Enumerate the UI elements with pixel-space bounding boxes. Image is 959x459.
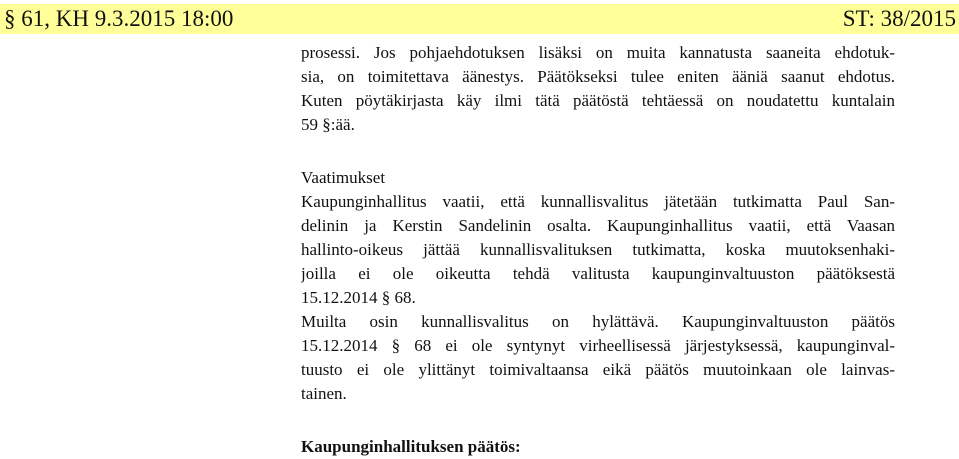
text-line: prosessi. Jos pohjaehdotuksen lisäksi on muita kannatusta saaneita ehdotuk- xyxy=(301,43,895,62)
paragraph-rejection xyxy=(301,310,895,406)
text-line: 59 §:ää. xyxy=(301,115,355,134)
requirements-heading: Vaatimukset xyxy=(301,168,386,187)
text-line: hallinto-oikeus jättää kunnallisvalituksen tutkimatta, koska muutoksenhaki- xyxy=(301,240,895,259)
decision-heading: Kaupunginhallituksen päätös: xyxy=(301,437,521,456)
text-line: delinin ja Kerstin Sandelinin osalta. Kaupunginhallitus vaatii, että Vaasan xyxy=(301,216,895,235)
paragraph-voting xyxy=(301,41,895,137)
text-line: Muilta osin kunnallisvalitus on hylättävä. Kaupunginvaltuuston päätös xyxy=(301,312,895,331)
section-meeting-info: § 61, KH 9.3.2015 18:00 xyxy=(4,6,234,31)
text-line: sia, on toimitettava äänestys. Päätökseksi tulee eniten ääniä saanut ehdotus. xyxy=(301,67,895,86)
spacer xyxy=(301,406,895,435)
text-line: tuusto ei ole ylittänyt toimivaltaansa eikä päätös muutoinkaan ole lainvas- xyxy=(301,360,895,379)
page-header xyxy=(0,4,959,34)
text-line: 15.12.2014 § 68 ei ole syntynyt virheellisessä järjestyksessä, kaupunginval- xyxy=(301,336,895,355)
text-line: Kuten pöytäkirjasta käy ilmi tätä päätöstä tehtäessä on noudatettu kuntalain xyxy=(301,91,895,110)
spacer xyxy=(301,137,895,166)
text-line: tainen. xyxy=(301,384,347,403)
item-number: ST: 38/2015 xyxy=(842,6,956,31)
text-line: Kaupunginhallitus vaatii, että kunnallisvalitus jätetään tutkimatta Paul San- xyxy=(301,192,895,211)
text-line: joilla ei ole oikeutta tehdä valitusta kaupunginvaltuuston päätöksestä xyxy=(301,264,895,283)
paragraph-requirements xyxy=(301,190,895,310)
document-body xyxy=(301,41,895,459)
text-line: 15.12.2014 § 68. xyxy=(301,288,416,307)
